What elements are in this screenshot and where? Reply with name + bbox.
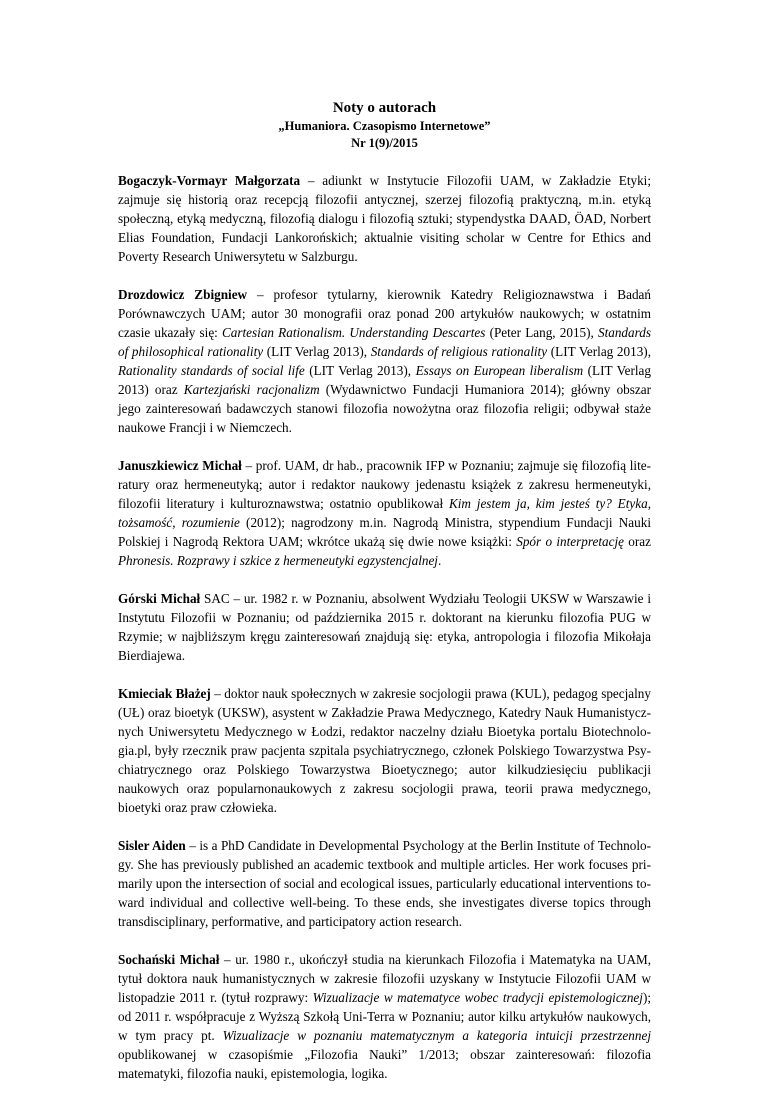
author-name: Sisler Aiden	[118, 838, 186, 853]
author-note	[118, 171, 651, 266]
author-note	[118, 836, 651, 931]
author-name: Kmieciak Błażej	[118, 686, 211, 701]
author-name: Górski Michał	[118, 591, 201, 606]
description-text: (LIT Verlag 2013),	[547, 344, 651, 359]
author-note	[118, 285, 651, 437]
description-text: – ur. 1980 r., ukończył studia na kierunkach Filozofia i Matematyka na UAM, tytuł doktora nauk humanistycznych w zakresie filozofii uzyskany w Instytucie Filozofii UAM w listopadzie 2011 r. (tytuł rozprawy:	[118, 952, 651, 1005]
cited-title: Essays on European liberalism	[415, 363, 584, 378]
description-text: (LIT Verlag 2013) oraz	[118, 363, 651, 397]
author-note	[118, 950, 651, 1083]
page-title: Noty o autorach	[332, 100, 437, 116]
description-text: (Peter Lang, 2015),	[485, 325, 598, 340]
author-name: Drozdowicz Zbigniew	[118, 287, 248, 302]
author-description	[118, 686, 651, 815]
cited-title: Wizualizacje w matematyce wobec tradycji epistemologicznej	[312, 990, 643, 1005]
page	[118, 0, 651, 1102]
cited-title: Standards of religious rationality	[370, 344, 548, 359]
description-text: – adiunkt w Instytucie Filozofii UAM, w Zakładzie Etyki; zajmuje się historią oraz recepcją filozofii antycznej, szerzej filozofią praktyczną, m.in. etyką społeczną, etyką medyczną, filozofią dialogu i filozofią sztuki; stypendystka DAAD, ÖAD, Norbert Elias Foundation, Fundacji Lankorońskich; aktualnie visiting scholar w Centre for Ethics and Poverty Research Uniwersytetu w Salzburgu.	[118, 173, 651, 264]
journal-name: „Humaniora. Czasopismo Internetowe”	[278, 119, 491, 133]
cited-title: Wizualizacje w poznaniu matematycznym a kategoria intuicji przestrzennej	[222, 1028, 651, 1043]
author-name: Sochański Michał	[118, 952, 220, 967]
description-text: – is a PhD Candidate in Developmental Psychology at the Berlin Institute of Technology. She has previously published an academic textbook and multiple articles. Her work focuses primarily upon the intersection of social and ecological issues, particularly educational interventions toward individual and collective well-being. To these ends, she investigates diverse topics through transdisciplinary, performative, and participatory action research.	[118, 838, 651, 929]
cited-title: Standards of philosophical rationality	[118, 325, 651, 359]
description-text: .	[437, 553, 442, 568]
description-text: – profesor tytularny, kierownik Katedry Religioznawstwa i Badań Porównawczych UAM; autor 30 monografii oraz ponad 200 artykułów naukowych; w ostatnim czasie ukazały się:	[118, 287, 651, 340]
author-description	[118, 838, 651, 929]
description-text: – prof. UAM, dr hab., pracownik IFP w Poznaniu; zajmuje się filozofią literatury oraz hermeneutyką; autor i redaktor naukowy jedenastu książek z zakresu hermeneutyki, filozofii literatury i kulturoznawstwa; ostatnio opublikował	[118, 458, 651, 511]
description-text: (LIT Verlag 2013),	[304, 363, 416, 378]
cited-title: Spór o interpretację	[516, 534, 624, 549]
author-note	[118, 684, 651, 817]
page-header	[118, 99, 651, 152]
description-text: (LIT Verlag 2013),	[263, 344, 371, 359]
cited-title: Kim jestem ja, kim jesteś ty? Etyka, tożsamość, rozumienie	[118, 496, 652, 530]
author-description	[118, 287, 651, 435]
issue-number: Nr 1(9)/2015	[351, 136, 418, 150]
author-name: Bogaczyk-Vormayr Małgorzata	[118, 173, 301, 188]
author-name: Januszkiewicz Michał	[118, 458, 242, 473]
description-text: opublikowanej w czasopiśmie „Filozofia Nauki” 1/2013; obszar zainteresowań: filozofia matematyki, filozofia nauki, epistemologia, logika.	[118, 1047, 651, 1081]
description-text: (2012); nagrodzony m.in. Nagrodą Ministra, stypendium Fundacji Nauki Polskiej i Nagrodą Rektora UAM; wkrótce ukażą się dwie nowe książki:	[118, 515, 651, 549]
description-text: – doktor nauk społecznych w zakresie socjologii prawa (KUL), pedagog specjalny (UŁ) oraz bioetyk (UKSW), asystent w Zakładzie Prawa Medycznego, Katedry Nauk Humanistycznych Uniwersytetu Medycznego w Łodzi, redaktor naczelny działu Bioetyka portalu Biotechnologia.pl, były rzecznik praw pacjenta szpitala psychiatrycznego, członek Polskiego Towarzystwa Psychiatrycznego oraz Polskiego Towarzystwa Bioetycznego; autor kilkudziesięciu publikacji naukowych oraz popularnonaukowych z zakresu socjologii prawa, teorii prawa medycznego, bioetyki oraz praw człowieka.	[118, 686, 651, 815]
author-description	[118, 952, 651, 1081]
author-note	[118, 589, 651, 665]
description-text: ); od 2011 r. współpracuje z Wyższą Szkołą Uni-Terra w Poznaniu; autor kilku artykułów naukowych, w tym pracy pt.	[118, 990, 651, 1043]
cited-title: Rationality standards of social life	[118, 363, 305, 378]
author-description	[118, 458, 651, 568]
author-notes-list	[118, 171, 651, 1083]
cited-title: Phronesis. Rozprawy i szkice z hermeneutyki egzystencjalnej	[118, 553, 438, 568]
description-text: (Wydawnictwo Fundacji Humaniora 2014); główny obszar jego zainteresowań badawczych stanowi filozofia nowożytna oraz filozofia religii; odbywał staże naukowe Francji i w Niemczech.	[118, 382, 651, 435]
author-note	[118, 456, 651, 570]
description-text: SAC – ur. 1982 r. w Poznaniu, absolwent Wydziału Teologii UKSW w Warszawie i Instytutu Filozofii w Poznaniu; od października 2015 r. doktorant na kierunku filozofia PUG w Rzymie; w najbliższym kręgu zainteresowań znajdują się: etyka, antropologia i filozofia Mikołaja Bierdiajewa.	[118, 591, 651, 663]
description-text: oraz	[623, 534, 651, 549]
cited-title: Kartezjański racjonalizm	[183, 382, 320, 397]
cited-title: Cartesian Rationalism. Understanding Descartes	[222, 325, 486, 340]
